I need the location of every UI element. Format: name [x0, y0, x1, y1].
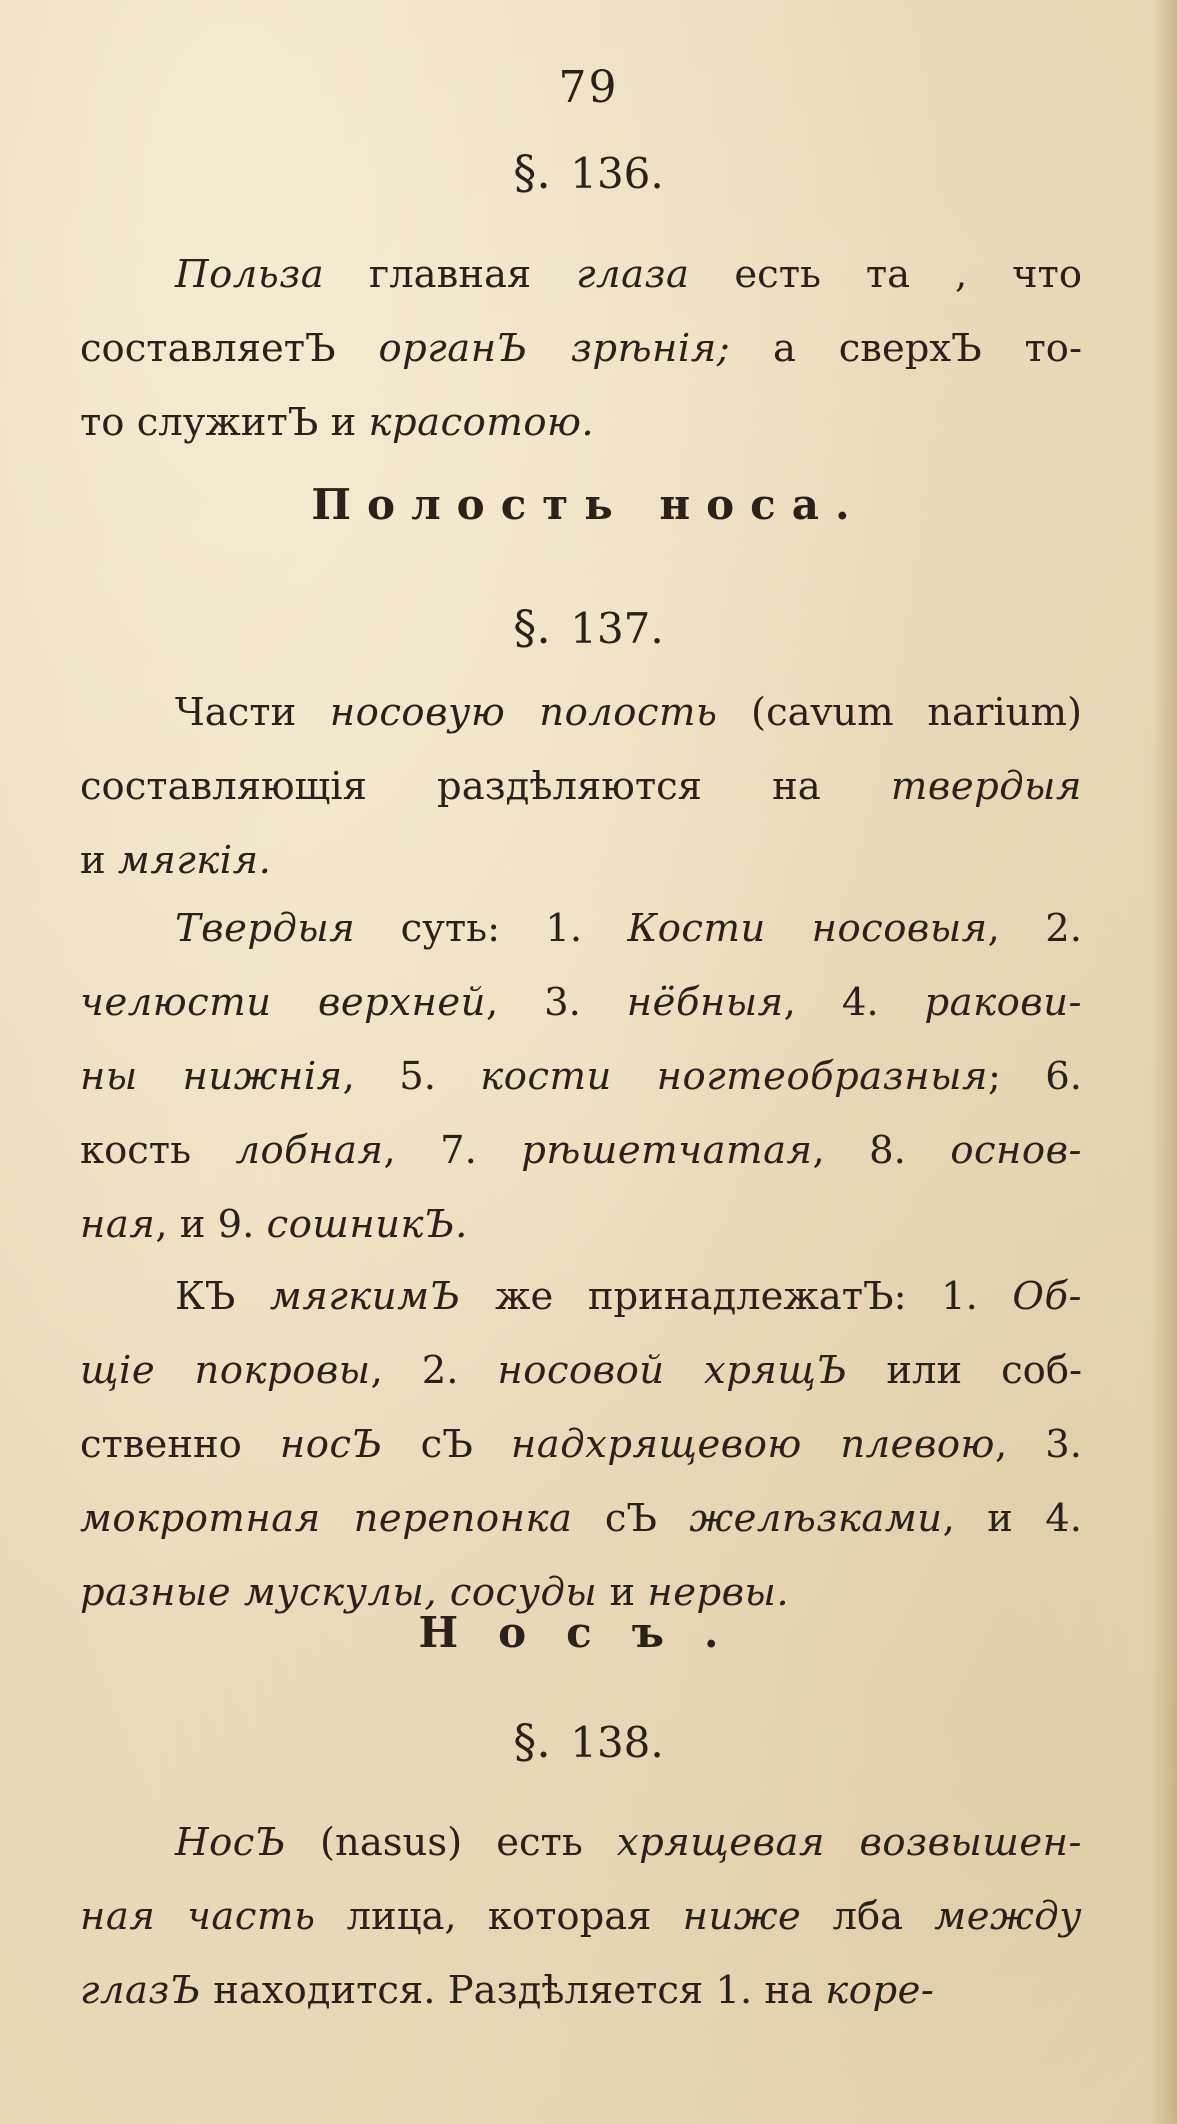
italic-term: коре-	[825, 1968, 935, 2013]
italic-term: щіе покровы	[80, 1348, 371, 1393]
italic-term: мягкія.	[117, 838, 272, 883]
text-run: , 2.	[370, 1348, 498, 1393]
text-run: , 8.	[812, 1128, 951, 1173]
text-run: находится. Раздѣляется 1. на	[201, 1968, 826, 2013]
italic-term: носЪ	[279, 1422, 383, 1467]
text-run: лица, которая	[315, 1894, 683, 1939]
text-run: , 5.	[342, 1054, 481, 1099]
section-138-mark	[0, 1714, 1177, 1768]
text-run: составляющія раздѣляются на	[80, 764, 891, 809]
section-138-paragraph-1	[80, 1806, 1082, 2028]
text-run: Части	[175, 690, 330, 735]
text-line	[80, 312, 1082, 386]
text-line	[80, 1954, 1082, 2028]
text-run: , 2.	[987, 906, 1082, 951]
italic-term: желѣзками	[689, 1496, 943, 1541]
italic-term: органЪ зрѣнія;	[378, 326, 731, 371]
text-line	[80, 1114, 1082, 1188]
italic-term: Польза	[175, 252, 325, 297]
italic-term: ниже	[682, 1894, 802, 1939]
section-number: 138.	[570, 1718, 664, 1767]
italic-term: твердыя	[890, 764, 1082, 809]
page-number: 79	[558, 62, 619, 113]
page-edge-shadow	[1151, 0, 1177, 2124]
section-137-paragraph-2	[80, 892, 1082, 1262]
section-137-paragraph-1	[80, 676, 1082, 898]
text-line	[80, 966, 1082, 1040]
text-run: (cavum narium)	[717, 690, 1082, 735]
text-line	[80, 238, 1082, 312]
italic-term: надхрящевою плевою	[510, 1422, 995, 1467]
italic-term: нёбныя	[626, 980, 784, 1025]
section-137-paragraph-3	[80, 1260, 1082, 1630]
text-line	[80, 824, 1082, 898]
section-136-paragraph	[80, 238, 1082, 460]
italic-term: Кости носовыя	[627, 906, 988, 951]
text-run: составляетЪ	[80, 326, 379, 371]
italic-term: нервы.	[647, 1570, 790, 1615]
italic-term: между	[934, 1894, 1082, 1939]
italic-term: челюсти верхней	[80, 980, 486, 1025]
text-run: (nasus) есть	[285, 1820, 617, 1865]
italic-term: хрящевая возвышен-	[616, 1820, 1082, 1865]
text-run: , 3.	[994, 1422, 1082, 1467]
section-sign: §.	[513, 600, 551, 654]
text-run: , и 9.	[155, 1202, 267, 1247]
text-line	[80, 1260, 1082, 1334]
italic-term: носовую полость	[329, 690, 718, 735]
text-run: же принадлежатЪ: 1.	[460, 1274, 1013, 1319]
text-run: то служитЪ и	[80, 400, 369, 445]
italic-term: кости ногтеобразныя	[480, 1054, 988, 1099]
italic-term: носовой хрящЪ	[497, 1348, 848, 1393]
heading-nose: Носъ.	[418, 1608, 759, 1657]
italic-term: Твердыя	[175, 906, 356, 951]
italic-term: разные мускулы, сосуды	[80, 1570, 598, 1615]
italic-term: ракови-	[924, 980, 1082, 1025]
text-run: , и 4.	[942, 1496, 1083, 1541]
italic-term: НосЪ	[175, 1820, 286, 1865]
italic-term: мокротная перепонка	[80, 1496, 573, 1541]
text-line	[80, 386, 1082, 460]
text-line	[80, 1040, 1082, 1114]
section-136-mark	[0, 145, 1177, 199]
text-run: и	[80, 838, 118, 883]
section-number: 137.	[570, 604, 664, 653]
text-run: есть та , что	[689, 252, 1082, 297]
text-line	[80, 750, 1082, 824]
text-line	[80, 892, 1082, 966]
italic-term: Об-	[1012, 1274, 1082, 1319]
text-run: а сверхЪ то-	[730, 326, 1082, 371]
text-line	[80, 1482, 1082, 1556]
italic-term: лобная	[235, 1128, 384, 1173]
text-run: сЪ	[572, 1496, 690, 1541]
text-run: кость	[80, 1128, 236, 1173]
section-137-mark	[0, 600, 1177, 654]
heading-nose-cavity: Полость носа.	[311, 480, 866, 529]
text-line	[80, 1806, 1082, 1880]
text-run: или соб-	[847, 1348, 1083, 1393]
italic-term: ны нижнія	[80, 1054, 343, 1099]
italic-term: ная часть	[80, 1894, 316, 1939]
italic-term: глаза	[576, 252, 690, 297]
italic-term: сошникЪ.	[266, 1202, 468, 1247]
text-line	[80, 1334, 1082, 1408]
italic-term: мягкимЪ	[269, 1274, 461, 1319]
text-run: , 3.	[485, 980, 627, 1025]
italic-term: глазЪ	[80, 1968, 202, 2013]
italic-term: красотою.	[368, 400, 595, 445]
italic-term: основ-	[950, 1128, 1083, 1173]
section-number: 136.	[570, 149, 664, 198]
italic-term: рѣшетчатая	[521, 1128, 813, 1173]
text-run: ственно	[80, 1422, 280, 1467]
text-line	[80, 1880, 1082, 1954]
text-run: лба	[801, 1894, 935, 1939]
section-sign: §.	[513, 145, 551, 199]
text-run: , 7.	[383, 1128, 522, 1173]
text-run: , 4.	[783, 980, 925, 1025]
text-run: и	[597, 1570, 648, 1615]
italic-term: ная	[80, 1202, 156, 1247]
text-line	[80, 1188, 1082, 1262]
section-sign: §.	[513, 1714, 551, 1768]
text-run: суть: 1.	[355, 906, 628, 951]
text-line	[80, 676, 1082, 750]
text-run: ; 6.	[987, 1054, 1082, 1099]
text-run: КЪ	[175, 1274, 270, 1319]
text-run: сЪ	[382, 1422, 511, 1467]
text-line	[80, 1408, 1082, 1482]
text-run: главная	[324, 252, 577, 297]
